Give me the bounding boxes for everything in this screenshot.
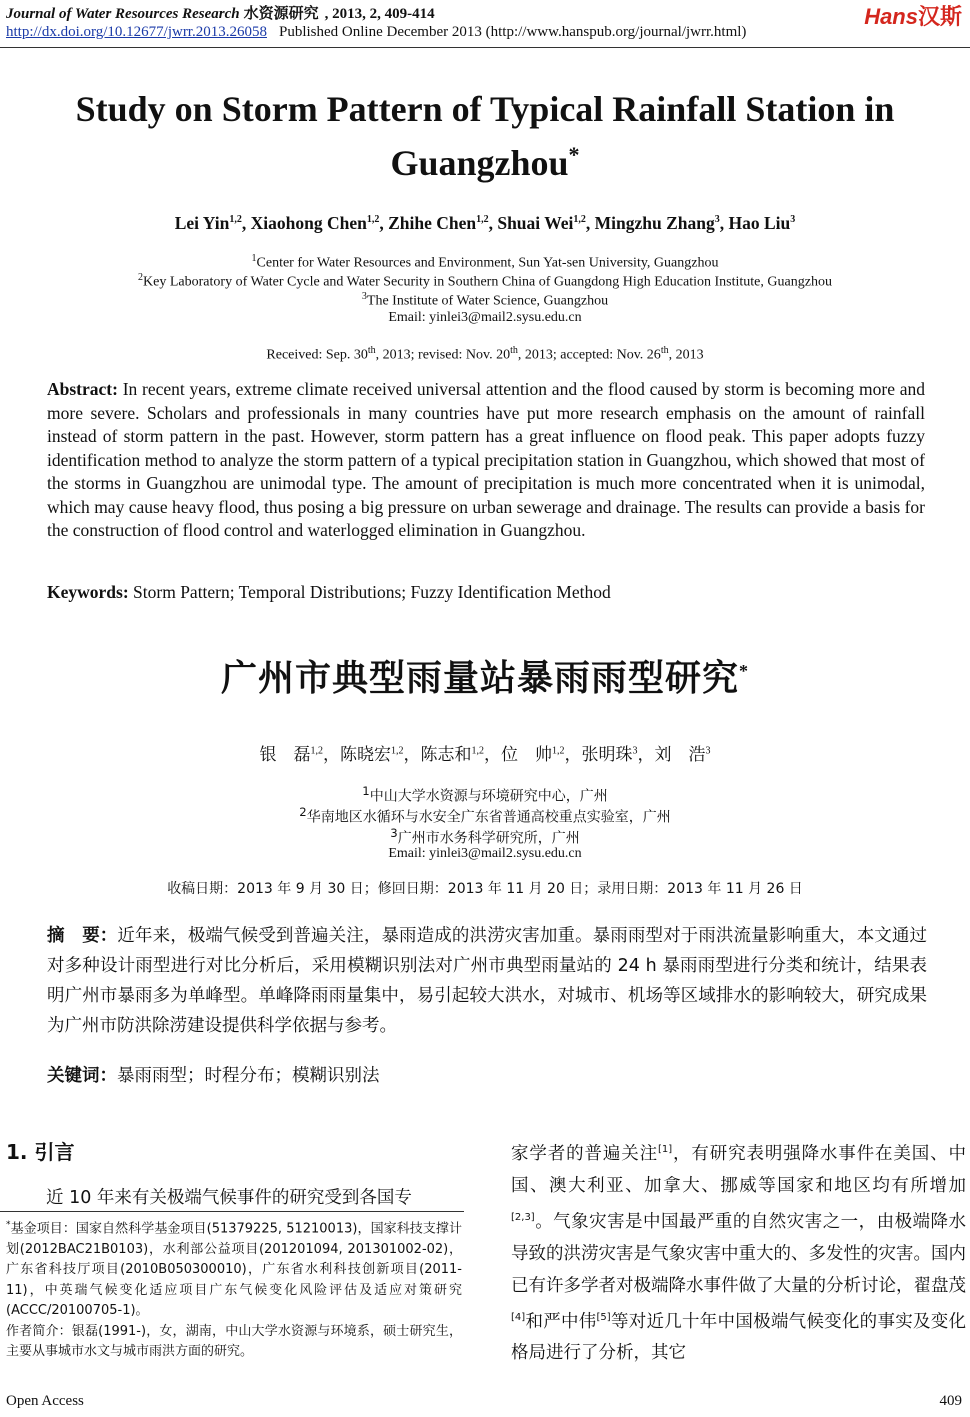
publisher-logo: Hans汉斯 — [864, 4, 962, 29]
intro-left-text: 近 10 年来有关极端气候事件的研究受到各国专 — [46, 1188, 412, 1208]
author-en-affil-mark: 3 — [714, 214, 720, 226]
author-en-affil-mark: 1,2 — [366, 214, 380, 226]
author-cn-separator: ， — [323, 745, 340, 765]
author-en-name: Lei Yin — [174, 213, 230, 233]
journal-volume: , 2013, 2, 409-414 — [324, 6, 435, 22]
author-en-name: Xiaohong Chen — [250, 213, 367, 233]
section-heading-intro: 1. 引言 — [6, 1140, 75, 1164]
author-en-name: Shuai Wei — [497, 213, 574, 233]
author-cn-separator: ， — [403, 745, 421, 765]
journal-name-cn: 水资源研究 — [243, 6, 319, 22]
footer-open-access: Open Access — [6, 1393, 84, 1409]
author-en-separator: , — [379, 213, 389, 233]
intro-right-text: 家学者的普遍关注[1]，有研究表明强降水事件在美国、中国、澳大利亚、加拿大、挪威等国家和地区均有所增加[2,3]。气象灾害是中国最严重的自然灾害之一，由极端降水导致的洪涝灾害是气象灾害中重大的、多发性的灾害。国内已有许多学者对极端降水事件做了大量的分析讨论，翟盘茂[4]和严中伟[5]等对近几十年中国极端气候变化的事实及变化格局进行了分析，其它 — [511, 1143, 967, 1364]
author-cn-name: 陈志和 — [420, 745, 472, 765]
author-cn-affil-mark: 1,2 — [391, 745, 404, 757]
paper-title-en: Study on Storm Pattern of Typical Rainfall Station in Guangzhou* — [75, 89, 895, 183]
author-cn-name: 位 帅 — [501, 745, 552, 765]
author-cn-affil-mark: 1,2 — [552, 745, 565, 757]
footnote-funding: *基金项目：国家自然科学基金项目(51379225, 51210013)，国家科技支撑计划(2012BAC21B0103)，水利部公益项目(201201094, 201301002-02)，广东省科技厅项目(2010B050300010)，广东省水利科技创新项目(2011-11)，中英瑞气候变化适应项目广东气候变化风险评估及适应对策研究(ACCC/20100705-1)。 — [6, 1220, 462, 1319]
footnote-author: 作者简介：银磊(1991-)，女，湖南，中山大学水资源与环境系，硕士研究生，主要从事城市水文与城市雨洪方面的研究。 — [6, 1323, 462, 1360]
author-cn-affil-mark: 3 — [632, 745, 638, 757]
author-cn-separator: ， — [637, 745, 655, 765]
author-en-name: Mingzhu Zhang — [594, 213, 715, 233]
author-en-separator: , — [719, 213, 729, 233]
author-en-name: Zhihe Chen — [388, 213, 477, 233]
author-en-separator: , — [488, 213, 498, 233]
author-en-affil-mark: 1,2 — [229, 214, 242, 226]
author-cn-name: 陈晓宏 — [340, 745, 391, 765]
author-en-name: Hao Liu — [728, 213, 791, 233]
affiliation-cn-3: $^3$广州市水务科学研究所，广州 — [390, 826, 580, 847]
abstract-label: Abstract: — [47, 379, 118, 399]
author-en-affil-mark: 3 — [790, 214, 796, 226]
footnote-rule — [0, 1211, 464, 1212]
received-dates-en: Received: Sep. 30th, 2013; revised: Nov. 20th, 2013; accepted: Nov. 26th, 2013 — [266, 345, 704, 363]
footnotes — [6, 1215, 462, 1363]
author-cn-affil-mark: 1,2 — [310, 745, 323, 757]
journal-header — [6, 2, 435, 23]
abstract-cn: 摘 要：近年来，极端气候受到普遍关注，暴雨造成的洪涝灾害加重。暴雨雨型对于雨洪流量影响重大，本文通过对多种设计雨型进行对比分析后，采用模糊识别法对广州市典型雨量站的 24 h 暴雨雨型进行分类和统计，结果表明广州市暴雨多为单峰型。单峰降雨雨量集中，易引起较大洪水，对城市、机场等区域排水的影响较大，研究成果为广州市防洪除涝建设提供科学依据与参考。 — [47, 926, 928, 1036]
author-cn-affil-mark: 3 — [705, 745, 711, 757]
abstract-en: Abstract: In recent years, extreme climate received universal attention and the flood caused by storm is becoming more and more severe. Scholars and professionals in many countries have put more research emphasis on the amount of rainfall instead of storm pattern in the past. However, storm pattern has a great influence on flood peak. This paper adopts fuzzy identification method to analyze the storm pattern of a typical precipitation station in Guangzhou, which showed that most of the storms in Guangzhou are unimodal type. The amount of precipitation is much more concentrated when it is unimodal, which may cause heavy flood, thus posing a big pressure on urban sewerage and drainage. The results can provide a basis for the construction of flood control and waterlogged elimination in Guangzhou. — [47, 379, 925, 540]
affiliation-cn-1: $^1$中山大学水资源与环境研究中心，广州 — [362, 784, 608, 805]
author-cn-name: 银 磊 — [259, 745, 311, 765]
author-cn-name: 张明珠 — [581, 745, 633, 765]
journal-name-en: Journal of Water Resources Research — [6, 6, 240, 22]
email-cn: Email: yinlei3@mail2.sysu.edu.cn — [388, 846, 582, 861]
author-en-affil-mark: 1,2 — [573, 214, 586, 226]
authors-cn — [20, 740, 950, 765]
received-dates-cn: 收稿日期：2013 年 9 月 30 日；修回日期：2013 年 11 月 20 日；录用日期：2013 年 11 月 26 日 — [167, 881, 803, 897]
affiliation-en-1: $^1$Center for Water Resources and Environment, Sun Yat-sen University, Guangzhou — [251, 253, 719, 271]
author-cn-affil-mark: 1,2 — [471, 745, 484, 757]
header-links — [6, 24, 746, 41]
author-en-separator: , — [241, 213, 251, 233]
author-cn-name: 刘 浩 — [654, 745, 706, 765]
keywords-en: Keywords: Storm Pattern; Temporal Distributions; Fuzzy Identification Method — [47, 582, 611, 602]
author-cn-separator: ， — [564, 745, 582, 765]
affiliation-cn-2: $^2$华南地区水循环与水安全广东省普通高校重点实验室，广州 — [299, 805, 671, 826]
author-en-separator: , — [585, 213, 595, 233]
affiliation-en-2: $^2$Key Laboratory of Water Cycle and Water Security in Southern China of Guangdong High Education Institute, Guangzhou — [138, 272, 832, 290]
affiliation-en-3: $^3$The Institute of Water Science, Guangzhou — [361, 291, 609, 309]
page-number: 409 — [939, 1393, 962, 1409]
doi-link[interactable]: http://dx.doi.org/10.12677/jwrr.2013.26058 — [6, 24, 267, 40]
paper-title-cn: 广州市典型雨量站暴雨雨型研究* — [220, 658, 749, 699]
author-cn-separator: ， — [484, 745, 501, 765]
authors-en — [20, 213, 950, 234]
published-online: Published Online December 2013 (http://www.hanspub.org/journal/jwrr.html) — [278, 24, 747, 40]
email-en: Email: yinlei3@mail2.sysu.edu.cn — [388, 310, 582, 325]
header-rule — [0, 47, 970, 48]
keywords-cn: 关键词：暴雨雨型；时程分布；模糊识别法 — [47, 1066, 380, 1086]
author-en-affil-mark: 1,2 — [476, 214, 489, 226]
